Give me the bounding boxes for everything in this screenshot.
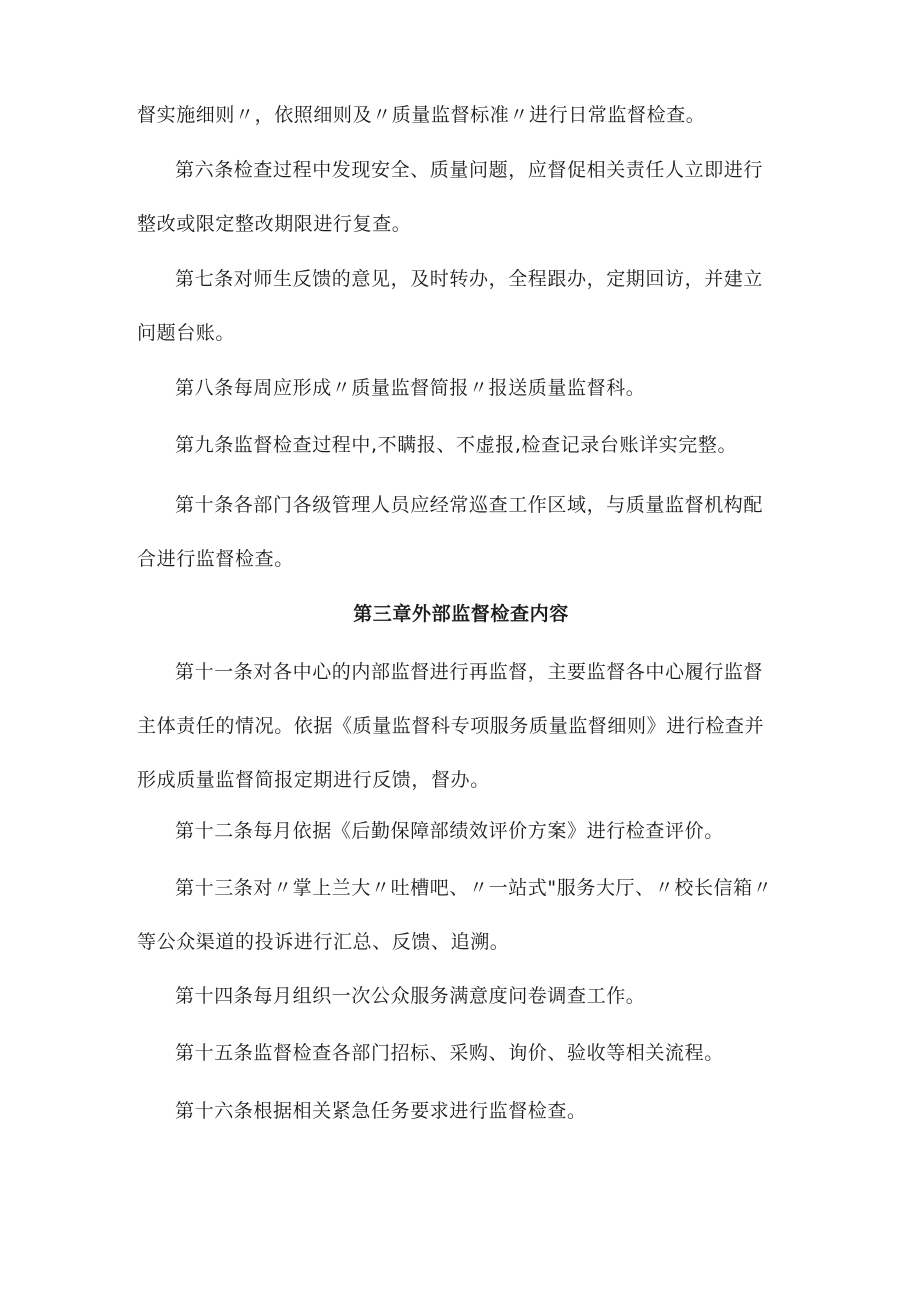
article-14 [137, 969, 785, 1023]
article-6 [137, 143, 785, 251]
article-10 [137, 478, 785, 586]
text-line: 第十三条对〃掌上兰大〃吐槽吧、〃一站式"服务大厅、〃校长信箱〃 [175, 877, 773, 899]
text-line: 第十六条根据相关紧急任务要求进行监督检查。 [175, 1100, 587, 1122]
article-12 [137, 804, 785, 858]
text-line: 问题台账。 [137, 322, 236, 344]
article-9 [137, 418, 785, 472]
paragraph-continued [137, 88, 785, 142]
text-line: 第十五条监督检查各部门招标、采购、询价、验收等相关流程。 [175, 1042, 724, 1064]
article-13 [137, 861, 785, 969]
text-line: 第九条监督检查过程中,不瞒报、不虚报,检查记录台账详实完整。 [175, 434, 738, 456]
text-line: 第七条对师生反馈的意见，及时转办，全程跟办，定期回访，并建立 [175, 268, 764, 290]
article-15 [137, 1026, 785, 1080]
text-line: 第十一条对各中心的内部监督进行再监督，主要监督各中心履行监督 [175, 661, 764, 683]
text-line: 第六条检查过程中发现安全、质量问题，应督促相关责任人立即进行 [175, 159, 764, 181]
text-line: 等公众渠道的投诉进行汇总、反馈、追溯。 [137, 931, 510, 953]
article-16 [137, 1084, 785, 1138]
text-line: 主体责任的情况。依据《质量监督科专项服务质量监督细则》进行检查并 [137, 715, 765, 737]
text-line: 第十二条每月依据《后勤保障部绩效评价方案》进行检查评价。 [175, 820, 724, 842]
article-7 [137, 252, 785, 360]
text-line: 第十条各部门各级管理人员应经常巡查工作区域，与质量监督机构配 [175, 494, 764, 516]
article-8 [137, 361, 785, 415]
text-line: 第八条每周应形成〃质量监督简报〃报送质量监督科。 [175, 377, 646, 399]
text-line: 合进行监督检查。 [137, 548, 294, 570]
chapter-heading: 第三章外部监督检查内容 [353, 603, 569, 625]
text-line: 整改或限定整改期限进行复查。 [137, 213, 412, 235]
text-line: 第十四条每月组织一次公众服务满意度问卷调查工作。 [175, 985, 646, 1007]
article-11 [137, 645, 785, 807]
text-line: 形成质量监督简报定期进行反馈，督办。 [137, 769, 490, 791]
text-line: 督实施细则〃，依照细则及〃质量监督标准〃进行日常监督检查。 [137, 104, 706, 126]
